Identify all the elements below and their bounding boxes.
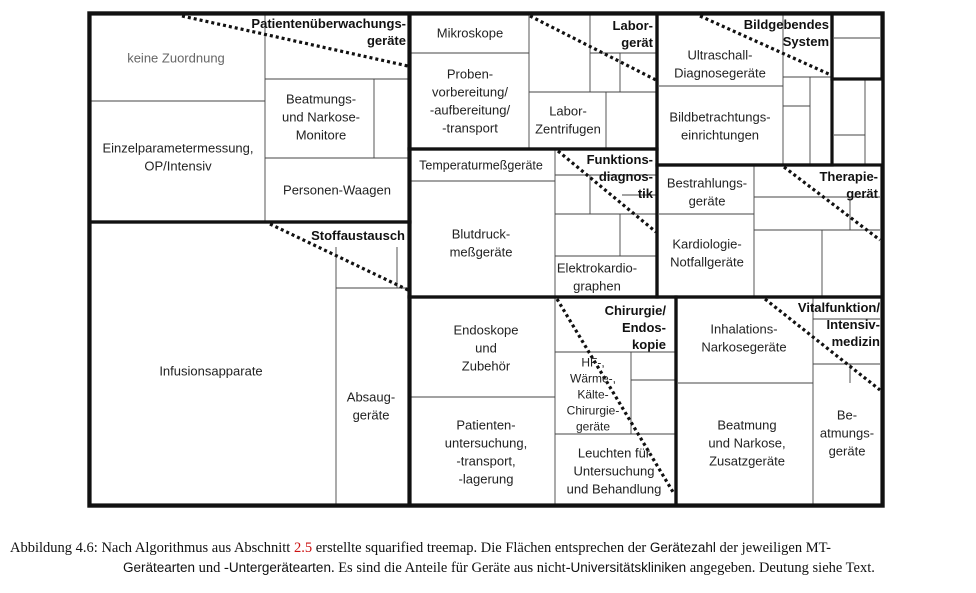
cell-label-ultraschall: Ultraschall-Diagnosegeräte [674, 47, 766, 81]
cell-label-bildbetrachtung: Bildbetrachtungs-einrichtungen [669, 109, 771, 143]
cell-label-blutdruck: Blutdruck-meßgeräte [449, 226, 513, 260]
cell-label-keine: keine Zuordnung [127, 50, 225, 66]
cell-label-beatmungsger: Be-atmungs-geräte [819, 407, 875, 459]
cell-label-leuchten: Leuchten für Untersuchung und Behandlung [566, 445, 662, 497]
cell-label-proben: Proben-vorbereitung/ -aufbereitung/ -transport [429, 66, 511, 136]
group-title-labor: Labor-gerät [612, 18, 653, 50]
cell-label-patienten: Patienten-untersuchung, -transport, -lagerung [444, 417, 528, 487]
caption-term-geraetearten: Gerätearten [123, 560, 196, 575]
cell-label-ekg: Elektrokardio-graphen [556, 260, 638, 294]
figure-caption [10, 538, 965, 578]
cell-label-endoskope: Endoskope und Zubehör [453, 322, 519, 374]
group-title-imaging: Bildgebendes System [743, 17, 829, 49]
cell-label-temperatur: Temperaturmeßgeräte [419, 158, 543, 173]
caption-term-universitaetskliniken: Universitätskliniken [570, 560, 687, 575]
group-title-monitoring: Patientenüberwachungs-geräte [251, 16, 406, 48]
caption-text-4: und - [195, 560, 229, 576]
cell-label-beatmung: Beatmung und Narkose, Zusatzgeräte [708, 417, 786, 469]
cell-label-einzel: Einzelparametermessung, OP/Intensiv [102, 140, 254, 174]
caption-label: Abbildung 4.6: [10, 540, 98, 556]
caption-text-2: erstellte squarified treemap. Die Flächen entsprechen der [312, 540, 650, 556]
cell-label-hf: HF-, Wärme-, Kälte-Chirurgie-geräte [566, 355, 620, 434]
caption-text-5: . Es sind die Anteile für Geräte aus nicht- [330, 560, 571, 576]
cell-label-mikroskope: Mikroskope [436, 25, 504, 41]
caption-section-ref[interactable]: 2.5 [293, 540, 313, 556]
cell-label-bestrahlung: Bestrahlungs-geräte [666, 175, 748, 209]
cell-label-zentrifugen: Labor-Zentrifugen [535, 103, 601, 137]
cell-label-beatmungsmon: Beatmungs-und Narkose-Monitore [281, 91, 361, 143]
cell-label-absaug: Absaug-geräte [346, 389, 396, 423]
caption-text-1: Nach Algorithmus aus Abschnitt [97, 540, 294, 556]
group-title-material: Stoffaustausch [311, 228, 405, 243]
group-title-diagnostics: Funktions-diagnos-tik [586, 152, 653, 201]
cell-label-kardiologie: Kardiologie-Notfallgeräte [670, 236, 744, 270]
group-title-vital: Vitalfunktion/ Intensiv-medizin [797, 300, 880, 349]
group-title-therapy: Therapie-gerät [819, 169, 878, 201]
group-box-small-top-right [832, 14, 882, 79]
caption-term-geraetezahl: Gerätezahl [649, 540, 716, 555]
caption-text-6: angegeben. Deutung siehe Text. [686, 560, 875, 576]
cell-label-infusion: Infusionsapparate [159, 363, 263, 379]
group-title-surgery: Chirurgie/ Endos-kopie [604, 303, 666, 352]
cell-label-waagen: Personen-Waagen [283, 182, 391, 198]
caption-term-untergeraetearten: Untergerätearten [228, 560, 331, 575]
caption-text-3: der jeweiligen MT- [715, 540, 831, 556]
cell-label-inhalation: Inhalations-Narkosegeräte [701, 321, 787, 355]
